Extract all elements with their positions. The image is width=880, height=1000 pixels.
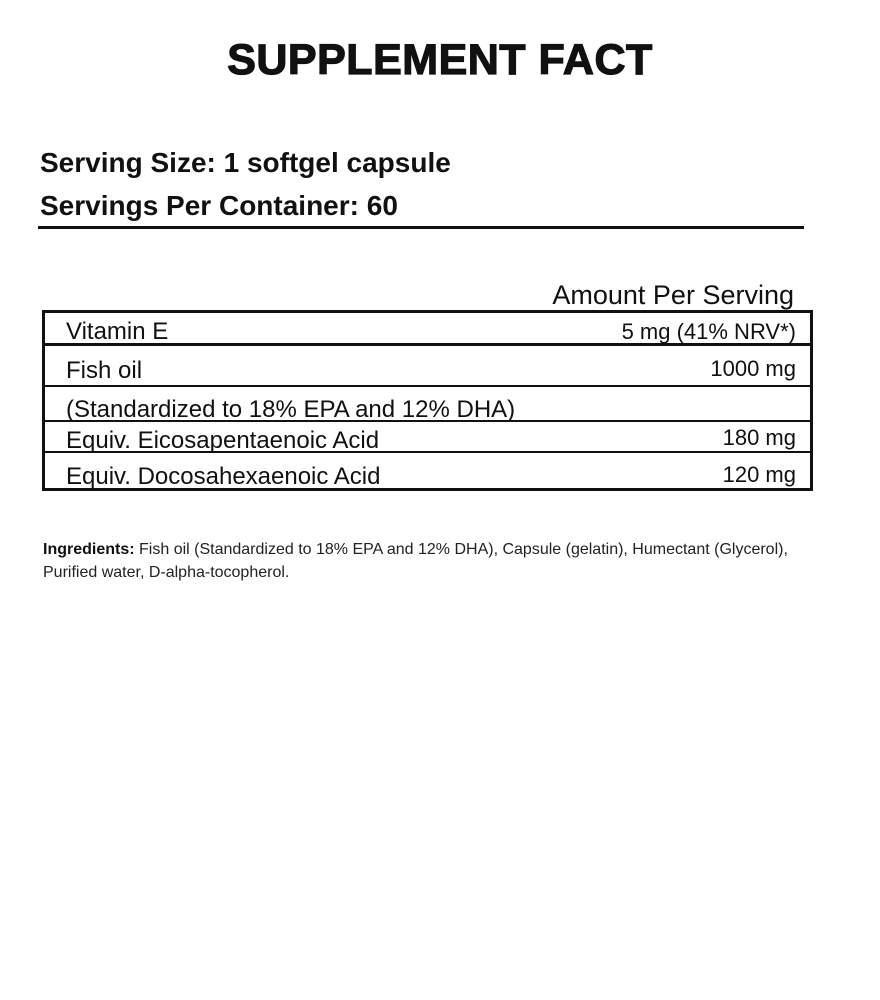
header-divider (38, 226, 804, 229)
ingredients-paragraph (43, 538, 803, 584)
table-row (45, 455, 810, 488)
nutrition-table (42, 310, 813, 491)
servings-per-container: Servings Per Container: 60 (40, 190, 398, 221)
nutrient-name: Vitamin E (66, 318, 169, 345)
table-row (45, 389, 810, 422)
nutrient-amount: 1000 mg (710, 356, 796, 381)
page-title: SUPPLEMENT FACT (227, 36, 653, 84)
table-row (45, 424, 810, 453)
ingredients-text: Fish oil (Standardized to 18% EPA and 12% DHA), Capsule (gelatin), Humectant (Glycerol), Purified water, D-alpha-tocopherol. (43, 541, 788, 581)
nutrient-name: Equiv. Docosahexaenoic Acid (66, 463, 381, 490)
nutrient-name: (Standardized to 18% EPA and 12% DHA) (66, 396, 516, 423)
nutrient-name: Equiv. Eicosapentaenoic Acid (66, 427, 380, 454)
nutrient-amount: 180 mg (722, 425, 796, 450)
table-row (45, 349, 810, 387)
table-row (45, 313, 810, 346)
serving-size: Serving Size: 1 softgel capsule (40, 147, 451, 178)
nutrient-amount: 5 mg (41% NRV*) (621, 319, 796, 344)
amount-per-serving-header: Amount Per Serving (552, 280, 794, 310)
nutrient-name: Fish oil (66, 357, 143, 384)
ingredients-label: Ingredients: (43, 541, 135, 558)
nutrient-amount: 120 mg (722, 462, 796, 487)
